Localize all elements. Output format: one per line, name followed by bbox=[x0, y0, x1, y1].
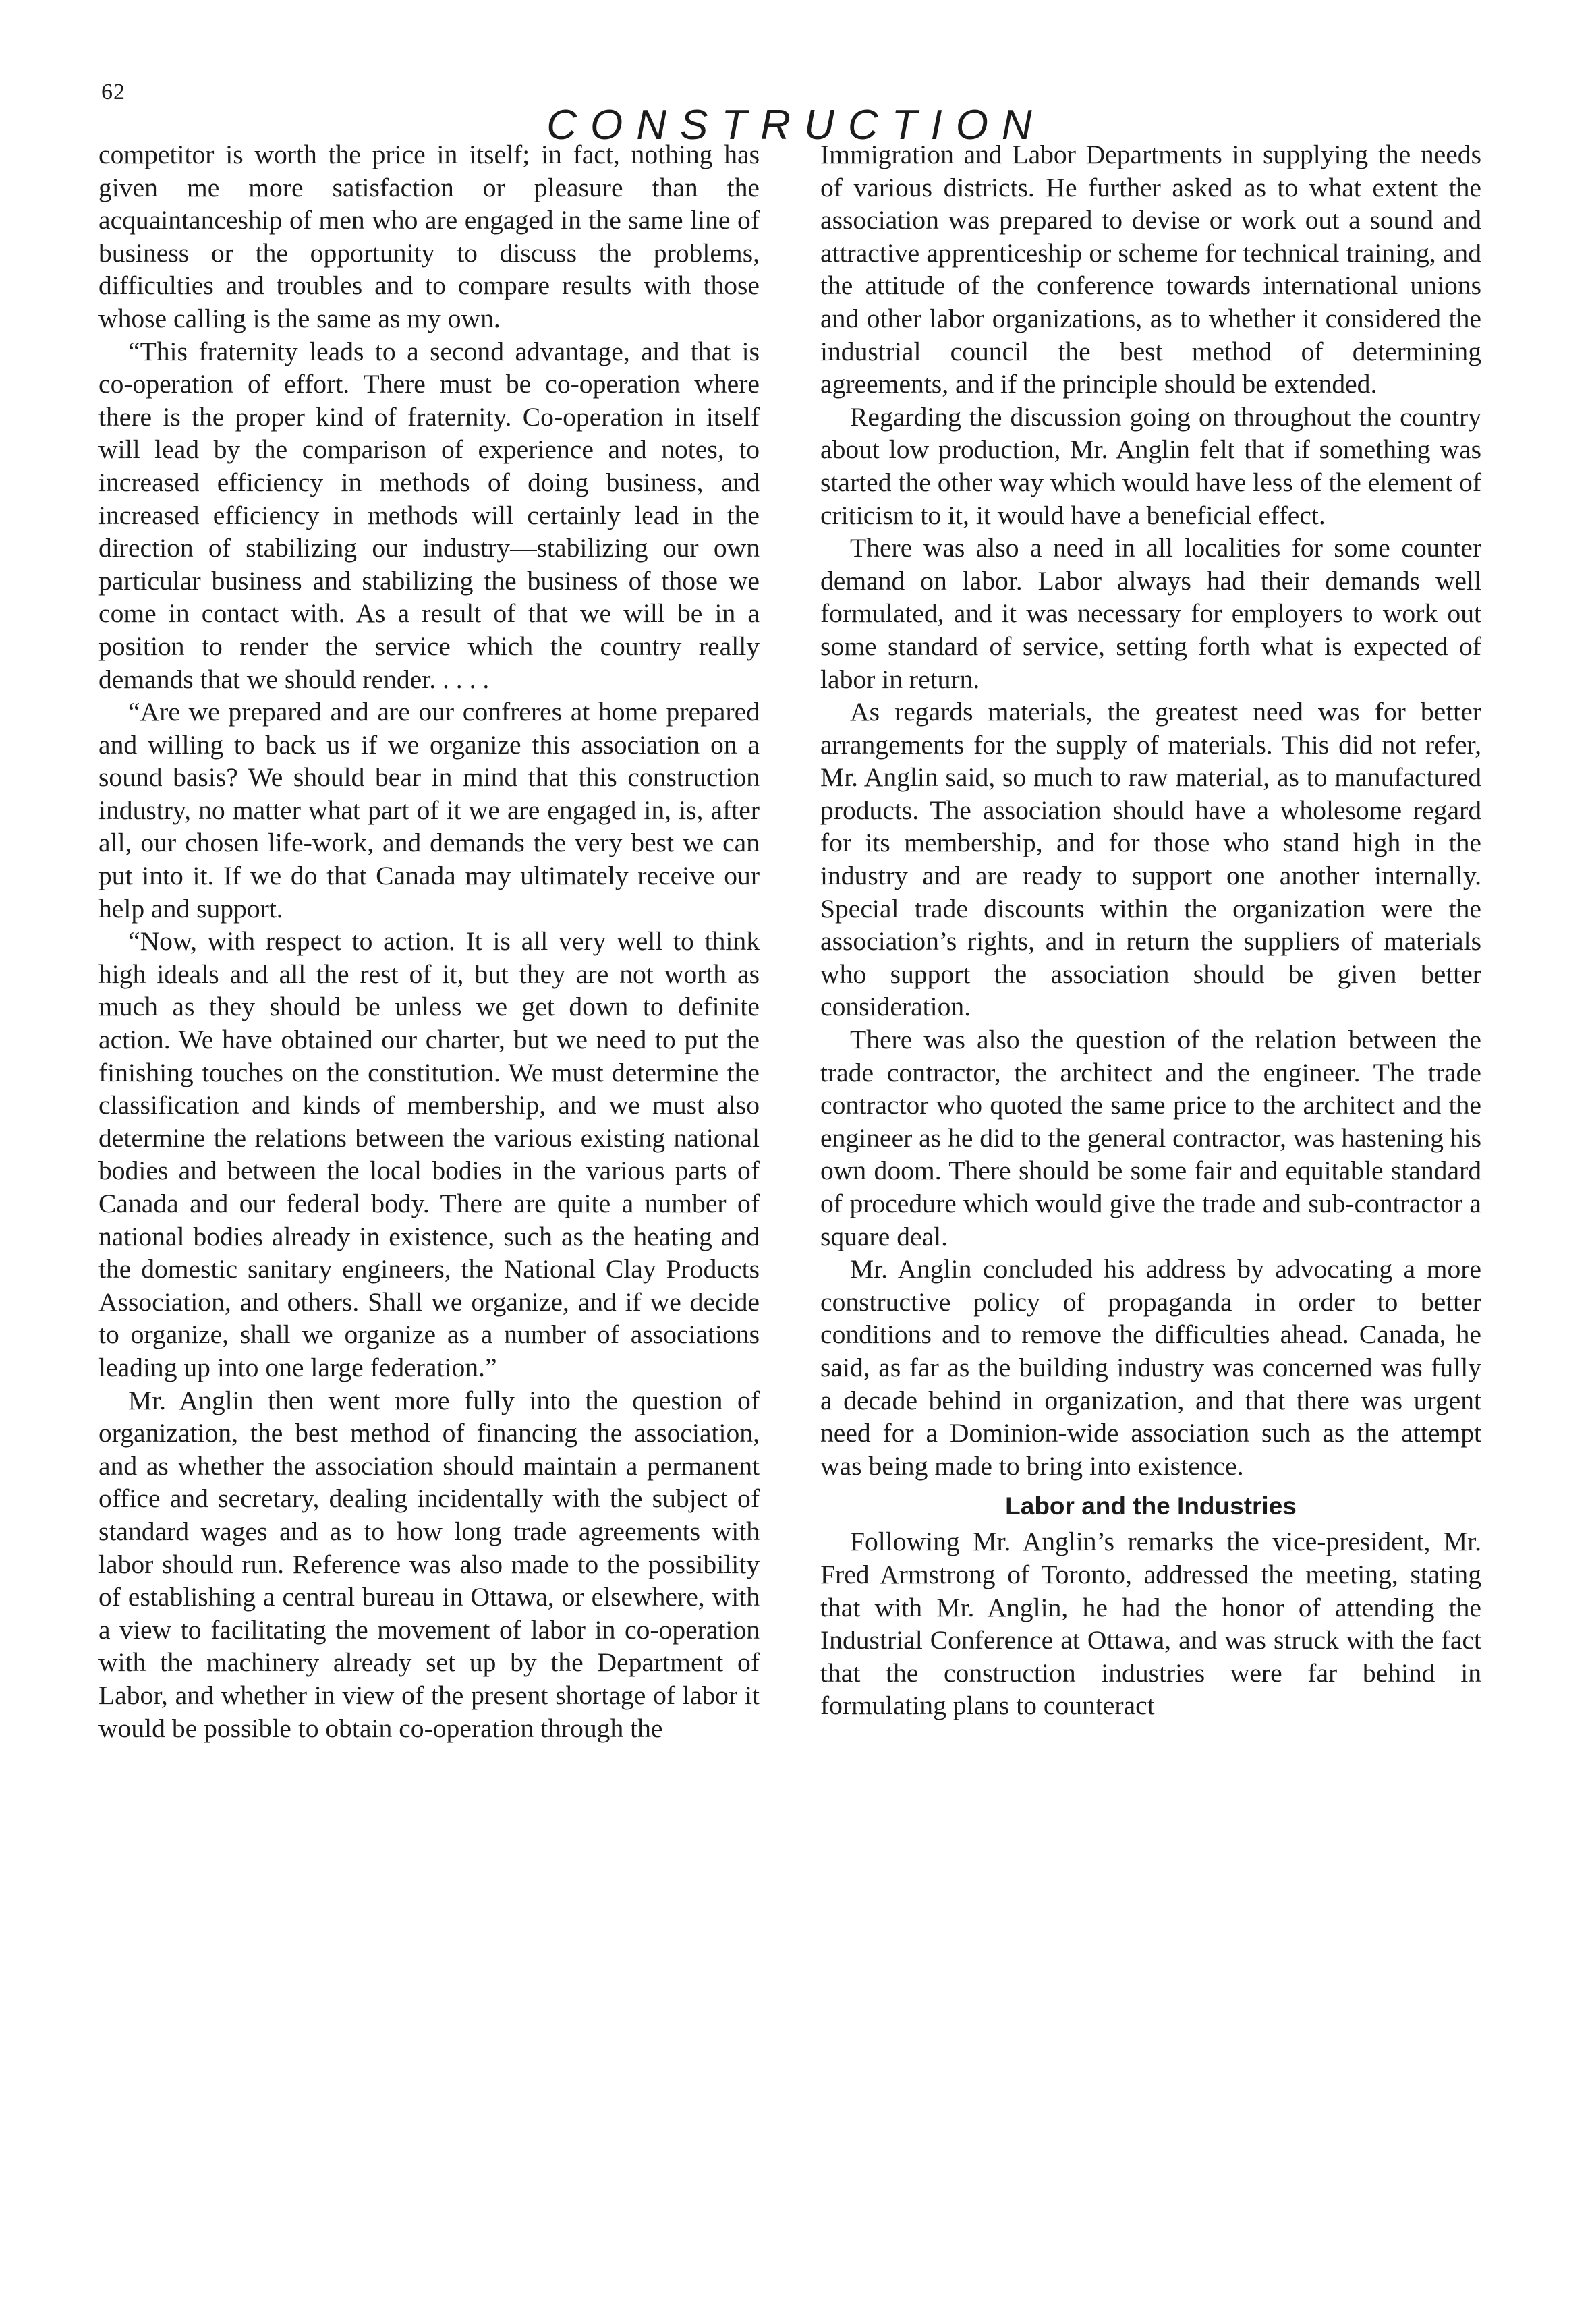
running-head: CONSTRUCTION bbox=[546, 101, 1046, 148]
paragraph: “Are we prepared and are our confreres at home prepared and willing to back us if we organize this association on a sound basis? We should bear in mind that this construction industry, no matter what part of it we are engaged in, is, after all, our chosen life-work, and demands the very best we can put into it. If we do that Canada may ultimately receive our help and support. bbox=[98, 697, 760, 924]
paragraph: Regarding the discussion going on throughout the country about low production, Mr. Anglin felt that if something was started the other way which would have less of the element of criticism to it, it would have a beneficial effect. bbox=[820, 401, 1481, 530]
paragraph: As regards materials, the greatest need was for better arrangements for the supply of materials. This did not refer, Mr. Anglin said, so much to raw material, as to manufactured products. The association should have a wholesome regard for its membership, and for those who stand high in the industry and are ready to support one another internally. Special trade discounts within the organization were the association’s rights, and in return the suppliers of materials who support the association should be given better consideration. bbox=[820, 697, 1481, 1022]
paragraph: Mr. Anglin then went more fully into the question of organization, the best method of financing the association, and as whether the association should maintain a permanent office and secretary, dealing incidentally with the subject of standard wages and as to how long trade agreements with labor should run. Reference was also made to the possibility of establishing a central bureau in Ottawa, or elsewhere, with a view to facilitating the movement of labor in co-operation with the machinery already set up by the Department of Labor, and whether in view of the present shortage of labor it would be possible to obtain co-operation through the bbox=[98, 1385, 760, 1743]
right-column bbox=[820, 138, 1481, 1722]
paragraph: There was also a need in all localities for some counter demand on labor. Labor always had their demands well formulated, and it was necessary for employers to work out some standard of service, setting forth what is expected of labor in return. bbox=[820, 533, 1481, 694]
paragraph: “Now, with respect to action. It is all very well to think high ideals and all the rest of it, but they are not worth as much as they should be unless we get down to definite action. We have obtained our charter, but we need to put the finishing touches on the constitution. We must determine the classification and kinds of membership, and we must also determine the relations between the various existing national bodies and between the local bodies in the various parts of Canada and our federal body. There are quite a number of national bodies already in existence, such as the heating and the domestic sanitary engineers, the National Clay Products Association, and others. Shall we organize, and if we decide to organize, shall we organize as a number of associations leading up into one large federation.” bbox=[98, 926, 760, 1382]
section-heading: Labor and the Industries bbox=[1005, 1492, 1297, 1521]
left-column bbox=[98, 138, 760, 1745]
paragraph: There was also the question of the relation between the trade contractor, the architect and the engineer. The trade contractor who quoted the same price to the architect and the engineer as he did to the general contractor, was hastening his own doom. There should be some fair and equitable standard of procedure which would give the trade and sub-contractor a square deal. bbox=[820, 1025, 1481, 1251]
page-number: 62 bbox=[101, 80, 125, 105]
paragraph: competitor is worth the price in itself; in fact, nothing has given me more satisfaction or pleasure than the acquaintanceship of men who are engaged in the same line of business or the opportunity to discuss the problems, difficulties and troubles and to compare results with those whose calling is the same as my own. bbox=[98, 140, 760, 333]
paragraph: “This fraternity leads to a second advantage, and that is co-operation of effort. There must be co-operation where there is the proper kind of fraternity. Co-operation in itself will lead by the comparison of experience and notes, to increased efficiency in methods of doing business, and increased efficiency in methods will certainly lead in the direction of stabilizing our industry—stabilizing our own particular business and stabilizing the business of those we come in contact with. As a result of that we will be in a position to render the service which the country really demands that we should render. . . . . bbox=[98, 336, 760, 694]
paragraph: Mr. Anglin concluded his address by advocating a more constructive policy of propaganda in order to better conditions and to remove the difficulties ahead. Canada, he said, as far as the building industry was concerned was fully a decade behind in organization, and that there was urgent need for a Dominion-wide association such as the attempt was being made to bring into existence. bbox=[820, 1254, 1481, 1481]
paragraph: Immigration and Labor Departments in supplying the needs of various districts. He further asked as to what extent the association was prepared to devise or work out a sound and attractive apprenticeship or scheme for technical training, and the attitude of the conference towards international unions and other labor organizations, as to whether it considered the industrial council the best method of determining agreements, and if the principle should be extended. bbox=[820, 140, 1481, 399]
paragraph: Following Mr. Anglin’s remarks the vice-president, Mr. Fred Armstrong of Toronto, addressed the meeting, stating that with Mr. Anglin, he had the honor of attending the Industrial Conference at Ottawa, and was struck with the fact that the construction industries were far behind in formulating plans to counteract bbox=[820, 1527, 1481, 1721]
